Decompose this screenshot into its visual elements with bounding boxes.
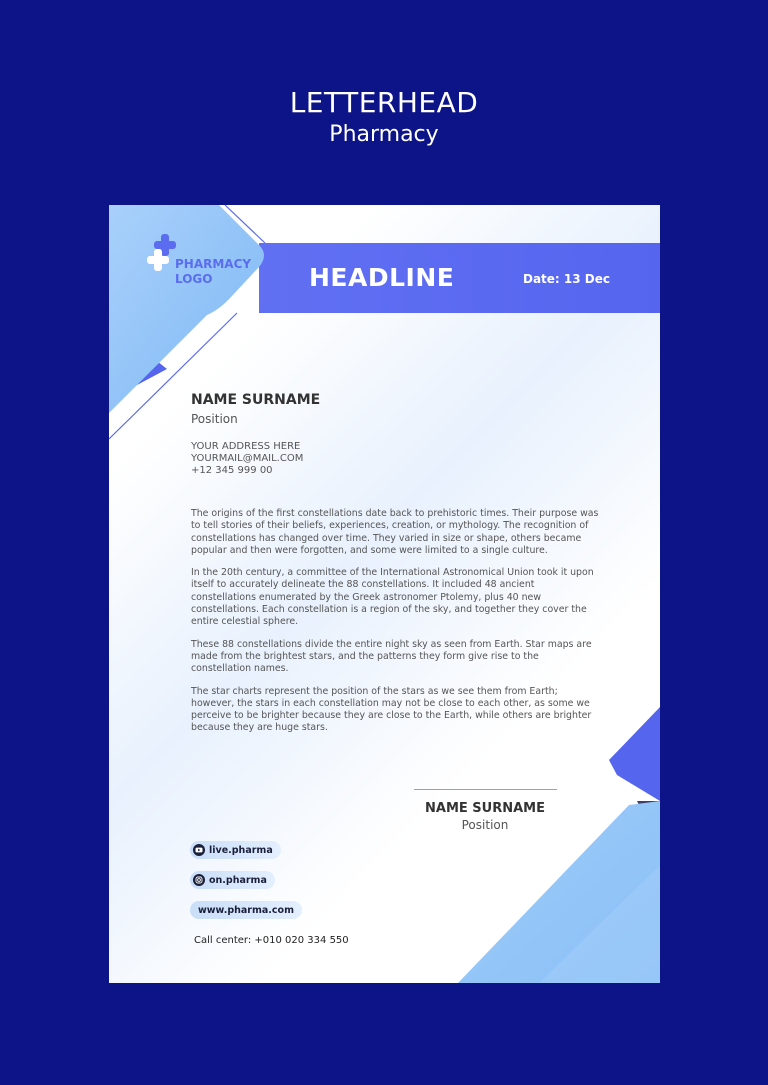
signature-line: [414, 789, 557, 790]
sender-contact: [191, 441, 303, 477]
logo-text: [175, 257, 275, 287]
page-subtitle: Pharmacy: [329, 122, 439, 147]
letter-body: [191, 508, 601, 745]
page-title: LETTERHEAD: [289, 86, 479, 119]
logo-diamond: [109, 205, 264, 413]
instagram-handle: on.pharma: [209, 874, 267, 886]
logo-text-line1: PHARMACY: [175, 257, 252, 271]
youtube-handle: live.pharma: [209, 844, 273, 856]
body-paragraph-2: In the 20th century, a committee of the International Astronomical Union took it upon itself to accurately delineate the 88 constellations. It included 48 ancient constellations enumerated by the Greek astronomer Ptolemy, plus 40 new constellations. Each constellation is a region of the sky, and together they cover the entire celestial sphere.: [191, 567, 594, 628]
body-paragraph-3: These 88 constellations divide the entire night sky as seen from Earth. Star maps are made from the brightest stars, and the patterns they form give rise to the constellation names.: [191, 638, 592, 675]
letterhead-sheet: [109, 205, 660, 983]
logo-text-line2: LOGO: [175, 272, 213, 286]
sender-email: YOURMAIL@MAIL.COM: [191, 453, 304, 464]
instagram-icon: [193, 874, 205, 886]
date-label: Date: 13 Dec: [523, 272, 610, 286]
signature-name: NAME SURNAME: [425, 801, 545, 816]
website-link[interactable]: [190, 901, 302, 919]
sender-name: NAME SURNAME: [191, 392, 321, 408]
body-paragraph-4: The star charts represent the position of the stars as we see them from Earth; however, the stars in each constellation may not be close to each other, as some we perceive to be brighter because they are close to the Earth, while others are brighter because they are huge stars.: [191, 685, 592, 734]
sender-position: Position: [191, 412, 238, 426]
deco-right-diamond: [609, 707, 660, 801]
instagram-link[interactable]: [190, 871, 275, 889]
youtube-link[interactable]: [190, 841, 281, 859]
website-url: www.pharma.com: [198, 904, 294, 916]
sender-phone: +12 345 999 00: [191, 465, 273, 476]
headline: HEADLINE: [309, 263, 455, 292]
sender-address: YOUR ADDRESS HERE: [191, 441, 301, 452]
body-paragraph-1: The origins of the first constellations date back to prehistoric times. Their purpose was to tell stories of their beliefs, experiences, creation, or mythology. The recognition of constellations has changed over time. They varied in size or shape, others became popular and then were forgotten, and some were limited to a single culture.: [191, 508, 599, 556]
signature-position: Position: [461, 818, 509, 832]
youtube-icon: [193, 844, 205, 856]
call-center: Call center: +010 020 334 550: [194, 935, 349, 946]
